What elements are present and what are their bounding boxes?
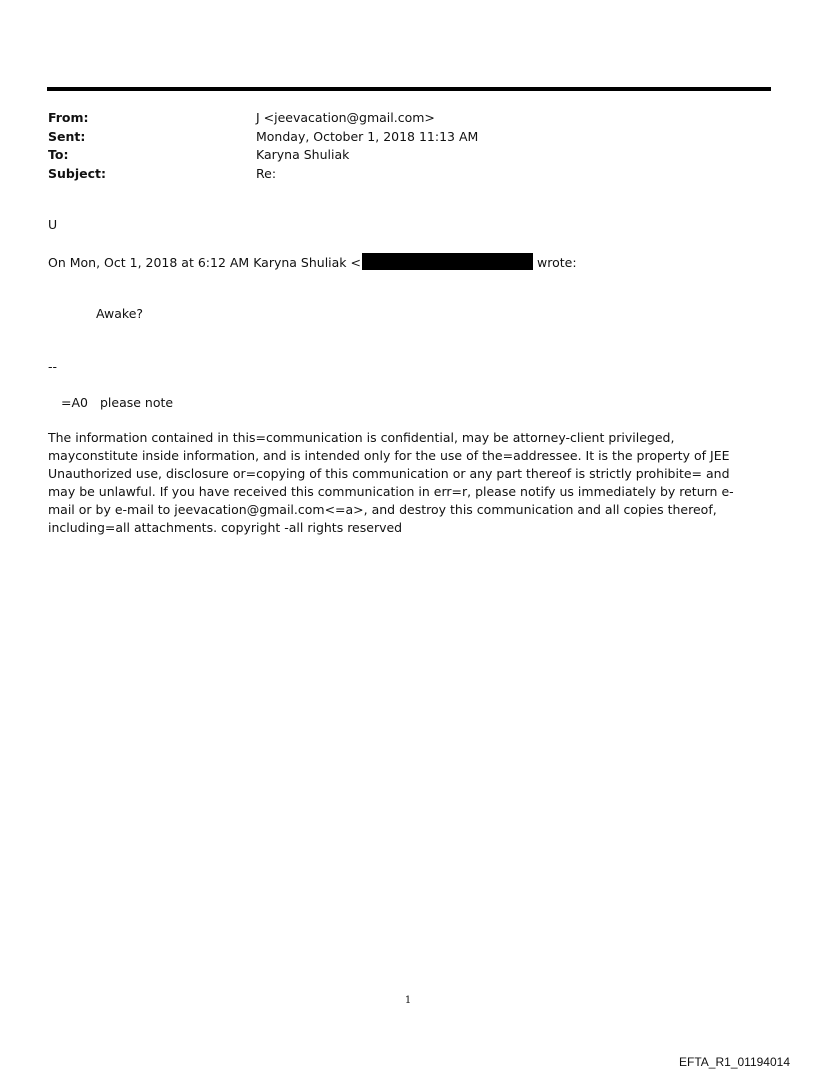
quote-intro (48, 253, 577, 272)
note-text: please note (99, 395, 174, 410)
email-header (48, 109, 478, 183)
note-prefix: =A0 (61, 395, 88, 410)
note-line (61, 394, 173, 412)
bates-number: EFTA_R1_01194014 (679, 1055, 790, 1069)
to-label: To: (48, 147, 69, 162)
subject-value: Re: (256, 165, 277, 181)
redaction-box (362, 253, 533, 270)
subject-row (48, 165, 478, 184)
signature-separator: -- (48, 359, 58, 374)
page-number: 1 (404, 995, 412, 1006)
from-value: J <jeevacation@gmail.com> (256, 110, 435, 125)
to-row (48, 146, 478, 165)
subject-label: Subject: (48, 165, 106, 181)
reply-text: U (48, 217, 58, 232)
sent-value: Monday, October 1, 2018 11:13 AM (256, 128, 479, 144)
header-divider (47, 87, 771, 91)
to-value: Karyna Shuliak (256, 147, 350, 162)
quote-intro-wrote: wrote: (537, 255, 577, 270)
sent-row (48, 128, 478, 147)
sent-label: Sent: (48, 128, 86, 144)
quoted-message: Awake? (96, 306, 144, 321)
from-row (48, 109, 478, 128)
quote-intro-text: On Mon, Oct 1, 2018 at 6:12 AM Karyna Shuliak < (48, 255, 361, 270)
from-label: From: (48, 110, 89, 125)
confidentiality-disclaimer: The information contained in this=communication is confidential, may be attorney-client privileged, mayconstitute inside information, and is intended only for the use of the=addressee. It is the property of JEE Unauthorized use, disclosure or=copying of this communication or any part thereof is strictly prohibite= and may be unlawful. If you have received this communication in err=r, please notify us immediately by return e-mail or by e-mail to jeevacation@gmail.com<=a>, and destroy this communication and all copies thereof, including=all attachments. copyright -all rights reserved (48, 430, 734, 535)
